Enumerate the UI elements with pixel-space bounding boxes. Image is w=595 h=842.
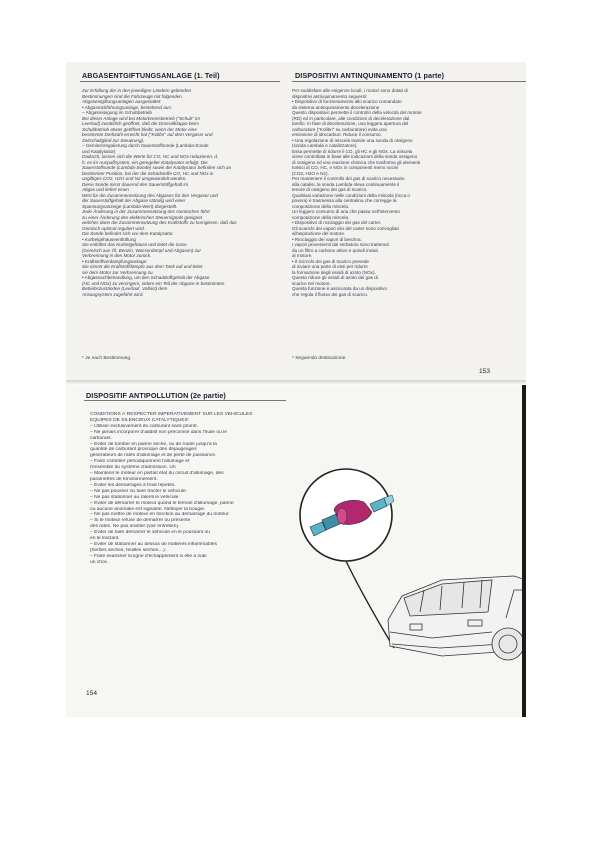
- german-text-line: (HC und NOx) zu verringern, indem ein Teil der Abgase in bestimmten: [82, 280, 225, 286]
- italian-text-line: dispositivi antinquinamento seguenti:: [292, 93, 368, 99]
- italian-text-line: Questa funzione è assicurata da un dispositivo: [292, 286, 387, 291]
- scanned-pages: [66, 62, 526, 717]
- french-text-line: des ratés. Ne pas insister (voir entretien).: [90, 524, 180, 530]
- german-text-line: Abgasentgiftungsanlagen ausgestattet:: [82, 99, 162, 104]
- italian-text-line: Questa riduce gli ossidi di azoto dei gas di: [292, 275, 378, 280]
- german-text-line: Zur Erfüllung der in den jeweiligen Ländern geltenden: [82, 88, 192, 93]
- italian-text-line: povera) è trasmessa alla centralina che corregge la: [292, 198, 397, 203]
- german-text-line: Schubbetrieb etwas geöffnet bleibt, wenn der Motor eine: [82, 126, 197, 132]
- french-text-line: ou aucune anomalie est signalée. Nettoyer la bougie.: [90, 506, 206, 512]
- page-number-153: 153: [479, 368, 491, 375]
- page-154: [66, 385, 526, 717]
- french-text-line: – Faire contrôler périodiquement l'allumage et: [90, 459, 190, 465]
- french-text-line: carburant.: [90, 435, 113, 441]
- german-text-line: Jede Änderung in der Zusammensetzung des Gemisches führt: [82, 209, 210, 214]
- german-text-line: Diese Sonde misst dauernd den Sauerstoffgehalt im: [82, 181, 189, 187]
- french-text-line: – Si le moteur refuse de démarrer ou présente: [90, 518, 191, 524]
- german-text-line: der Sauerstoffgehalt der Abgase ständig wird einer: [82, 198, 186, 203]
- french-text-line: – Ne pas stationner au ralenti le véhicule.: [90, 494, 180, 500]
- italian-text-line: alla catalisi, la sonda Lambda rileva continuamente il: [292, 181, 400, 187]
- german-text-line: Betriebszuständen (Leerlauf, Vollast) dem: [82, 286, 168, 291]
- german-text-line: Wert für die Zusammensetzung des Abgases für den Vergaser und: [82, 192, 218, 198]
- french-text-line: – Éviter de stationner au dessus de matières inflammables: [90, 541, 217, 547]
- italian-text-line: carburatore ("Kolibri" su carburatore) evita una: [292, 126, 387, 132]
- french-text-line: (herbes sèches, feuilles sèches…).: [90, 547, 167, 553]
- scan-edge-shadow: [522, 385, 526, 717]
- german-text-line: Bestimmungen sind die Fahrzeuge mit folgenden: [82, 93, 182, 99]
- italian-text-column: [292, 88, 524, 297]
- german-text-line: Sie nimmt die Kraftstoffdämpfe aus dem Tank auf und leitet: [82, 264, 203, 269]
- german-text-line: zu einer Änderung des elektrischen Steuersignals geeignet: [82, 214, 203, 220]
- french-text-line: CONDITIONS À RESPECTER IMPÉRATIVEMENT SUR LES VÉHICULES: [90, 412, 253, 417]
- car-rear-drawing: [388, 576, 526, 660]
- italian-text-line: Questo dispositivo permette il controllo della velocità del motore: [292, 110, 422, 115]
- italian-text-line: • Dispositivo di riciclaggio dei gas del carter.: [292, 220, 382, 225]
- german-text-line: welches dann die Zusammensetzung des Kraftstoffs zu korrigieren, daß das: [82, 220, 237, 225]
- italian-text-line: • Una regolazione di miscela tramite una sonda di ossigeno: [292, 137, 413, 143]
- german-text-column: [82, 88, 284, 297]
- italian-text-line: che regola il flusso dei gas di scarico.: [292, 291, 369, 297]
- german-text-line: Bei dieser Anlage wird bei Motorbremsbetrieb ("Schub" im: [82, 115, 200, 121]
- italian-text-line: composizione della miscela.: [292, 203, 350, 209]
- italian-text-line: emissione di idrocarburi. Riduce il consumo.: [292, 132, 382, 137]
- italian-text-line: di inviare una parte di essi per ridurre: [292, 264, 368, 269]
- french-text-line: – Utiliser exclusivement du carburant sans plomb.: [90, 423, 198, 429]
- german-text-line: bestimmte Drehzahl erreicht hat ("Kolibri" auf dem Vergaser und: [82, 132, 213, 137]
- french-text-column: [90, 412, 290, 566]
- german-text-line: Zeitschaltglied zur Steuerung).: [82, 137, 145, 143]
- german-text-line: – Abgasreinigung im Schubbetrieb: [82, 110, 152, 115]
- italian-heading-rule: [292, 81, 526, 82]
- page-number-154: 154: [86, 690, 98, 697]
- french-text-line: quantité de carburant provoque des déjaugeages: [90, 447, 197, 453]
- german-text-line: • Kurbelgehäuseentlüftung: [82, 236, 136, 242]
- german-text-line: Ansaugsystem zugeführt wird.: [82, 291, 144, 297]
- leader-line: [346, 561, 394, 648]
- french-text-line: ÉQUIPÉS DE SILENCIEUX CATALYTIQUES:: [90, 417, 190, 423]
- german-text-line: Sie entlüftet das Kurbelgehäuse und leitet die Gase: [82, 242, 187, 247]
- german-text-line: Gemisch optimal reguliert wird.: [82, 225, 146, 231]
- german-text-line: h. es im Auspuffsystem, ein geregelter Katalysator erfolgt. Die: [82, 159, 208, 165]
- italian-text-line: Gli scarichi dei vapori olio del carter sono convogliati: [292, 225, 399, 231]
- german-text-line: Verbrennung in den Motor zurück.: [82, 253, 152, 258]
- french-text-line: générateurs de ratés d'allumage et de perte de puissance.: [90, 453, 217, 459]
- italian-text-line: I vapori provenienti dal serbatoio sono trattenuti: [292, 242, 389, 247]
- german-text-line: sie dem Motor zur Verbrennung zu.: [82, 269, 154, 275]
- german-text-line: Abgas und liefert einen: [82, 187, 129, 192]
- italian-text-line: al motore.: [292, 253, 313, 258]
- french-text-line: en le tractant.: [90, 536, 120, 542]
- italian-text-line: • Riciclaggio dei vapori di benzina.: [292, 236, 362, 242]
- italian-text-line: Un leggero consumo di aria che passa nell'intervento: [292, 209, 400, 214]
- french-heading-rule: [84, 400, 286, 401]
- catalytic-converter-illustration: [292, 440, 526, 670]
- german-text-line: • Kraftstoffverdampfungsanlage:: [82, 258, 148, 264]
- italian-heading: DISPOSITIVI ANTINQUINAMENTO (1 parte): [295, 71, 445, 80]
- german-text-line: Leerlauf) zusätzlich geöffnet, daß die Drosselklappe beim: [82, 121, 199, 126]
- italian-footnote: * Seguendo destinazione.: [292, 356, 347, 361]
- german-text-line: Sauerstoffsonde (Lambda-Sonde) sowie der Katalysator befinden sich an: [82, 165, 232, 170]
- italian-text-line: Per soddisfare alle esigenze locali, i motori sono dotati di: [292, 88, 408, 93]
- french-text-line: – Éviter de tomber en panne sèche, ou de rouler jusqu'à la: [90, 441, 217, 447]
- german-text-line: bestimmter Position, bei der die Schadstoffe CO, HC und NOx in: [82, 170, 214, 176]
- german-text-line: und Katalysator): [82, 148, 116, 154]
- french-text-line: – Éviter de démarrer le moteur quand le témoin d'allumage, panne: [90, 500, 234, 506]
- italian-text-line: Essa permette di ridurre il CO, gli HC e gli NOx. La miscela: [292, 148, 413, 154]
- italian-text-line: all'aspirazione del motore.: [292, 231, 346, 236]
- german-text-line: • Abgasnachbehandlung, um den Schadstoffgehalt der Abgase: [82, 275, 210, 280]
- french-text-line: – Maintenir le moteur en parfait état du circuit d'allumage, des: [90, 471, 224, 477]
- german-heading-rule: [80, 81, 280, 82]
- german-text-line: Die Sonde befindet sich vor dem Katalysator.: [82, 231, 174, 236]
- french-text-line: l'ensemble du système d'admission. Un: [90, 465, 176, 471]
- german-footnote: * Je nach Bestimmung.: [82, 356, 132, 361]
- italian-text-line: da un filtro a carbone attivo e quindi inviati: [292, 247, 378, 253]
- italian-text-line: tenore di ossigeno dei gas di scarico.: [292, 187, 368, 192]
- italian-text-line: tarello. In fase di decelerazione, una leggera apertura del: [292, 121, 409, 126]
- italian-text-line: da sistema antinquinamento decelerazione: [292, 104, 380, 110]
- german-heading: ABGASENTGIFTUNGSANLAGE (1. Teil): [82, 71, 220, 80]
- italian-text-line: di ossigeno ed una reazione chimica che trasforma gli elementi: [292, 159, 421, 165]
- german-text-line: – Gemischregulierung durch Sauerstoffsonde (Lambda-Sonde: [82, 143, 209, 148]
- german-text-line: ungiftiges CO2, H2O und N2 umgewandelt werden.: [82, 176, 187, 181]
- italian-text-line: • Il ricircolo dei gas di scarico prevede: [292, 258, 369, 264]
- italian-text-line: Per mantenere il controllo dei gas di scarico necessario: [292, 176, 405, 181]
- german-text-line: • Abgasrückführungsanlage, bestehend aus:: [82, 104, 173, 110]
- french-text-line: – Ne pas pousser ou faire tracter le véhicule.: [90, 488, 188, 494]
- italian-text-line: (RD) ed in particolare, alle condizioni di decelerazione dal: [292, 115, 410, 121]
- italian-text-line: (CO2, H2O e N2).: [292, 170, 329, 176]
- italian-text-line: viene controllata in base alle indicazioni della sonda ossigeno: [292, 154, 418, 159]
- german-text-line: Dadurch, lassen sich die Werte für CO, HC und NOx reduzieren, d.: [82, 154, 219, 159]
- italian-text-line: scarico nel motore.: [292, 280, 331, 286]
- french-text-line: – Éviter de faire démarrer le véhicule en le poussant ou: [90, 530, 210, 536]
- french-text-line: – Faire examiner la ligne d'échappement si elle a subi: [90, 553, 207, 559]
- french-text-line: – Ne jamais incorporer d'additif non préconisé dans l'huile ou le: [90, 429, 227, 435]
- page-153: [66, 62, 526, 380]
- french-text-line: – Ne pas mettre de moteur en fonction au démarrage du moteur.: [90, 512, 230, 518]
- italian-text-line: tossici di CO, HC, e NOx in componenti meno nocivi: [292, 165, 399, 170]
- french-text-line: un choc.: [90, 559, 109, 565]
- french-heading: DISPOSITIF ANTIPOLLUTION (2e partie): [86, 391, 226, 400]
- italian-text-line: (sonda Lambda e catalizzatore).: [292, 143, 358, 148]
- italian-text-line: composizione della miscela.: [292, 214, 350, 220]
- french-text-line: – Éviter les démarrages à froid répétés.: [90, 482, 176, 488]
- italian-text-line: • Dispositivo di funzionamento allo scarico comandato: [292, 99, 402, 104]
- german-text-line: Spannungsanzeige (Lambda-Wert) dargestellt.: [82, 203, 178, 209]
- french-text-line: paramètres de fonctionnement.: [90, 476, 158, 482]
- italian-text-line: la formazione degli ossidi di azoto (NOx).: [292, 269, 376, 275]
- italian-text-line: Qualsiasi variazione nelle condizioni della miscela (ricca o: [292, 192, 410, 198]
- german-text-line: (Gemisch aus Öl, Benzin, Wasserdampf und Abgasen) zur: [82, 247, 201, 253]
